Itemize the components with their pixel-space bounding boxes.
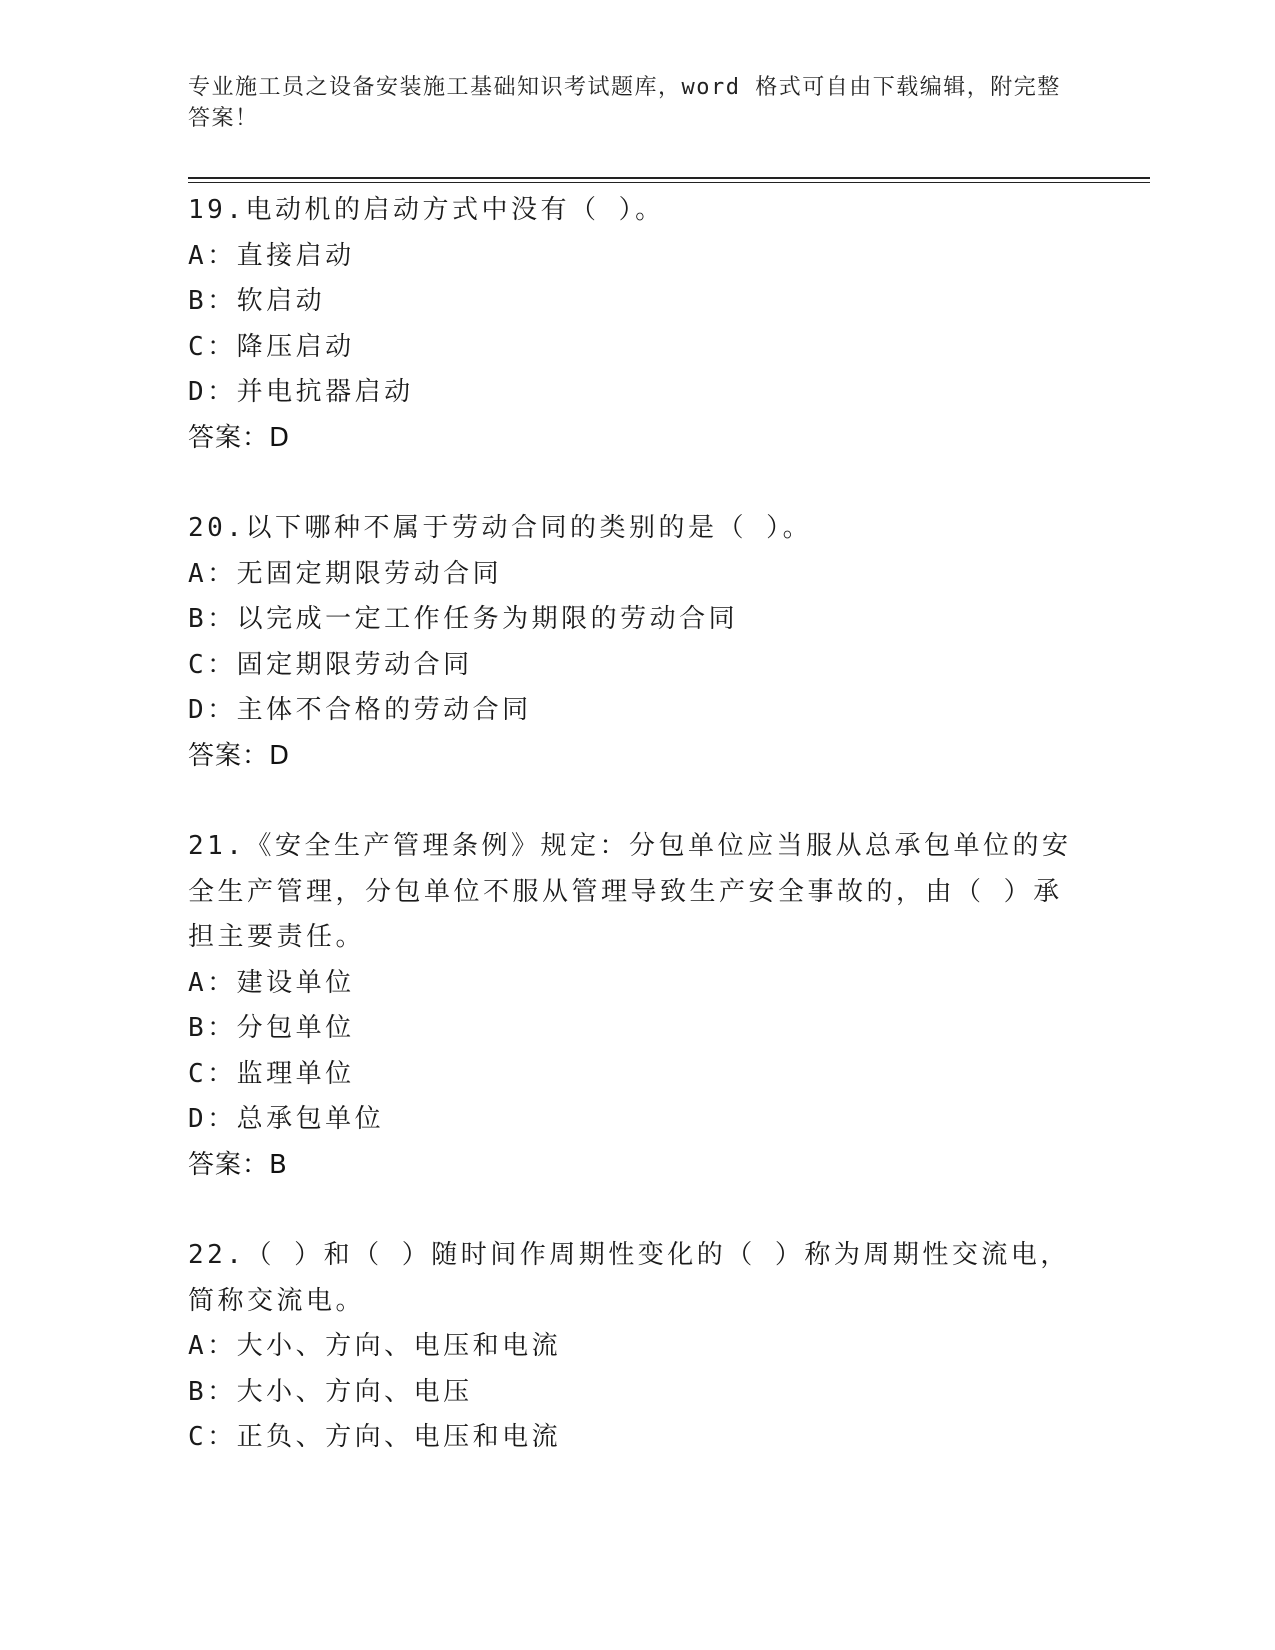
option-b: B：大小、方向、电压 — [188, 1376, 473, 1407]
answer: 答案：D — [188, 740, 291, 771]
question-stem: 19.电动机的启动方式中没有（ ）。 — [188, 195, 665, 225]
answer: 答案：B — [188, 1149, 288, 1180]
option-a: A：直接启动 — [188, 240, 355, 271]
option-c: C：固定期限劳动合同 — [188, 649, 473, 680]
option-d: D：主体不合格的劳动合同 — [188, 695, 532, 725]
option-a: A：建设单位 — [188, 967, 355, 998]
option-d: D：总承包单位 — [188, 1104, 385, 1134]
answer: 答案：D — [188, 422, 291, 453]
option-a: A：无固定期限劳动合同 — [188, 558, 503, 589]
option-b: B：以完成一定工作任务为期限的劳动合同 — [188, 604, 739, 634]
option-b: B：分包单位 — [188, 1013, 355, 1043]
option-c: C：监理单位 — [188, 1058, 355, 1089]
option-d: D：并电抗器启动 — [188, 377, 414, 407]
option-c: C：降压启动 — [188, 331, 355, 362]
option-a: A：大小、方向、电压和电流 — [188, 1331, 562, 1361]
document-header: 专业施工员之设备安装施工基础知识考试题库，word 格式可自由下载编辑，附完整答案！ — [188, 75, 1061, 131]
question-22 — [188, 1233, 1088, 1461]
question-20 — [188, 506, 1088, 779]
question-21 — [188, 824, 1088, 1188]
question-stem: 20.以下哪种不属于劳动合同的类别的是（ ）。 — [188, 513, 813, 543]
question-list — [188, 188, 1088, 1506]
question-stem: 21.《安全生产管理条例》规定：分包单位应当服从总承包单位的安全生产管理，分包单位不服从管理导致生产安全事故的，由（ ）承担主要责任。 — [188, 831, 1072, 952]
header-rule-thick — [188, 177, 1150, 179]
option-c: C：正负、方向、电压和电流 — [188, 1422, 562, 1452]
question-stem: 22.（ ）和（ ）随时间作周期性变化的（ ）称为周期性交流电，简称交流电。 — [188, 1240, 1070, 1316]
option-b: B：软启动 — [188, 286, 326, 316]
question-19 — [188, 188, 1088, 461]
header-rule-thin — [188, 182, 1150, 183]
